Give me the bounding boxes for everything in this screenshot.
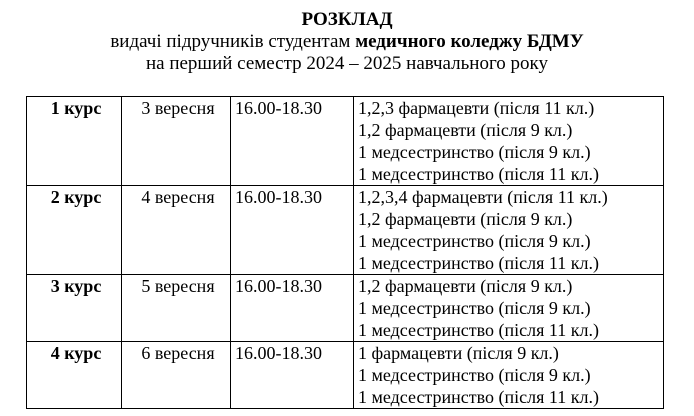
- table-row: [27, 97, 664, 186]
- document-subtitle-period: на перший семестр 2024 – 2025 навчального року: [145, 53, 548, 74]
- document-header: [0, 9, 694, 75]
- course-cell: 3 курс: [27, 275, 122, 342]
- subtitle-institution: медичного коледжу БДМУ: [355, 31, 584, 52]
- group-line: 1,2 фармацевти (після 9 кл.): [358, 209, 573, 229]
- course-cell: 1 курс: [27, 97, 122, 186]
- document-title: РОЗКЛАД: [301, 9, 393, 30]
- date-cell: 5 вересня: [122, 275, 231, 342]
- course-cell: 4 курс: [27, 342, 122, 409]
- time-cell: 16.00-18.30: [231, 97, 354, 186]
- time-cell: 16.00-18.30: [231, 186, 354, 275]
- group-line: 1,2 фармацевти (після 9 кл.): [358, 276, 573, 296]
- group-line: 1 медсестринство (після 9 кл.): [358, 142, 591, 162]
- date-cell: 4 вересня: [122, 186, 231, 275]
- subtitle-prefix: видачі підручників студентам: [110, 31, 356, 52]
- groups-cell: [354, 186, 664, 275]
- schedule-table: [26, 96, 664, 409]
- group-line: 1,2 фармацевти (після 9 кл.): [358, 120, 573, 140]
- time-cell: 16.00-18.30: [231, 275, 354, 342]
- groups-cell: [354, 342, 664, 409]
- group-line: 1 медсестринство (після 11 кл.): [358, 320, 599, 340]
- group-line: 1 медсестринство (після 11 кл.): [358, 164, 599, 184]
- group-line: 1 медсестринство (після 11 кл.): [358, 387, 599, 407]
- groups-cell: [354, 97, 664, 186]
- document-subtitle: [0, 31, 694, 53]
- group-line: 1 медсестринство (після 9 кл.): [358, 365, 591, 385]
- date-cell: 6 вересня: [122, 342, 231, 409]
- group-line: 1 медсестринство (після 11 кл.): [358, 253, 599, 273]
- group-line: 1,2,3,4 фармацевти (після 11 кл.): [358, 187, 608, 207]
- time-cell: 16.00-18.30: [231, 342, 354, 409]
- date-cell: 3 вересня: [122, 97, 231, 186]
- group-line: 1 медсестринство (після 9 кл.): [358, 231, 591, 251]
- group-line: 1,2,3 фармацевти (після 11 кл.): [358, 98, 595, 118]
- course-cell: 2 курс: [27, 186, 122, 275]
- table-row: [27, 186, 664, 275]
- groups-cell: [354, 275, 664, 342]
- group-line: 1 фармацевти (після 9 кл.): [358, 343, 559, 363]
- table-row: [27, 275, 664, 342]
- group-line: 1 медсестринство (після 9 кл.): [358, 298, 591, 318]
- table-row: [27, 342, 664, 409]
